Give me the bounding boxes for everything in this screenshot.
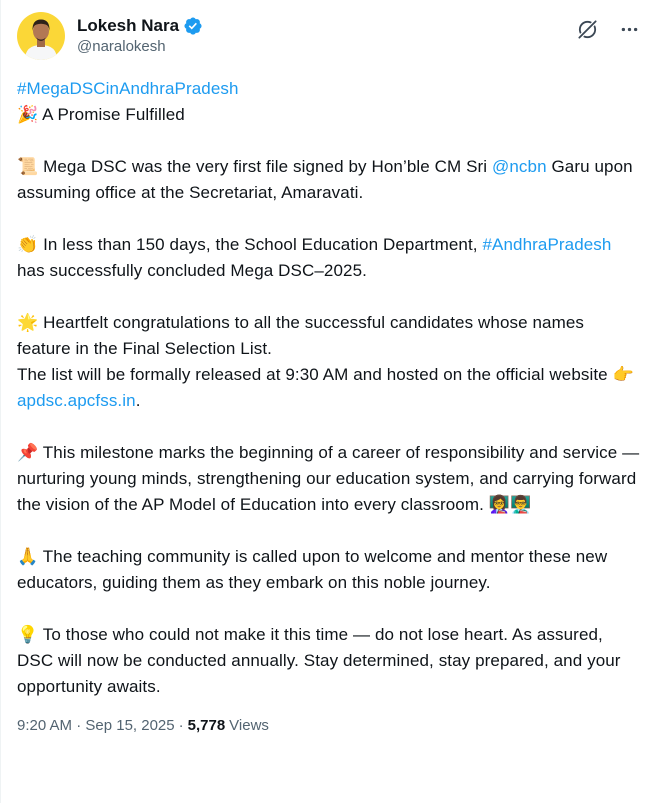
avatar[interactable] xyxy=(17,12,65,60)
more-icon[interactable] xyxy=(619,19,640,40)
tweet-text-segment: 📜 Mega DSC was the very first file signed by Hon’ble CM Sri xyxy=(17,157,492,176)
tweet-paragraph xyxy=(17,622,642,700)
header-actions xyxy=(576,12,642,41)
tweet-header xyxy=(17,12,642,60)
tweet-text-segment: Garu upon assuming office at the Secretariat, Amaravati. xyxy=(17,157,633,202)
verified-badge-icon[interactable] xyxy=(183,16,203,36)
tweet-text-segment: 🙏 The teaching community is called upon to welcome and mentor these new educators, guiding them as they embark on this noble journey. xyxy=(17,547,608,592)
tweet-footer xyxy=(17,716,642,736)
tweet-text-segment: 🌟 Heartfelt congratulations to all the successful candidates whose names feature in the Final Selection List. xyxy=(17,313,584,358)
views-label: Views xyxy=(229,717,269,734)
tweet-text-segment: 💡 To those who could not make it this time — do not lose heart. As assured, DSC will now be conducted annually. Stay determined, stay prepared, and your opportunity awaits. xyxy=(17,625,621,696)
views-count: 5,778 xyxy=(187,717,226,734)
grok-icon[interactable] xyxy=(576,18,599,41)
tweet-paragraph xyxy=(17,544,642,596)
user-block xyxy=(77,12,203,60)
tweet-text-segment: . xyxy=(135,391,141,410)
tweet-text-segment: 📌 This milestone marks the beginning of a career of responsibility and service — nurturing young minds, strengthening our education system, and carrying forward the vision of the AP Model of Education into every classroom. 👩‍🏫👨‍🏫 xyxy=(17,443,640,514)
tweet-paragraph xyxy=(17,440,642,518)
tweet-text-segment: 👏 In less than 150 days, the School Education Department, xyxy=(17,235,483,254)
tweet-text-segment: The list will be formally released at 9:30 AM and hosted on the official website 👉 xyxy=(17,365,634,384)
hashtag-link[interactable]: #AndhraPradesh xyxy=(482,235,612,254)
tweet-text-segment: has successfully concluded Mega DSC–2025. xyxy=(17,261,367,280)
tweet-text-segment: 🎉 A Promise Fulfilled xyxy=(17,105,185,124)
tweet-paragraph xyxy=(17,310,642,414)
user-handle[interactable]: @naralokesh xyxy=(77,38,166,55)
footer-separator: · xyxy=(178,717,184,734)
tweet-text xyxy=(17,76,642,700)
timestamp[interactable]: 9:20 AM · Sep 15, 2025 xyxy=(17,717,175,734)
avatar-image xyxy=(17,12,65,60)
hashtag-link[interactable]: #MegaDSCinAndhraPradesh xyxy=(17,79,239,98)
mention-link[interactable]: @ncbn xyxy=(492,157,547,176)
tweet-paragraph xyxy=(17,76,642,128)
display-name[interactable]: Lokesh Nara xyxy=(77,16,180,35)
name-row xyxy=(77,15,203,37)
tweet-paragraph xyxy=(17,232,642,284)
url-link[interactable]: apdsc.apcfss.in xyxy=(17,391,136,410)
tweet-paragraph xyxy=(17,154,642,206)
